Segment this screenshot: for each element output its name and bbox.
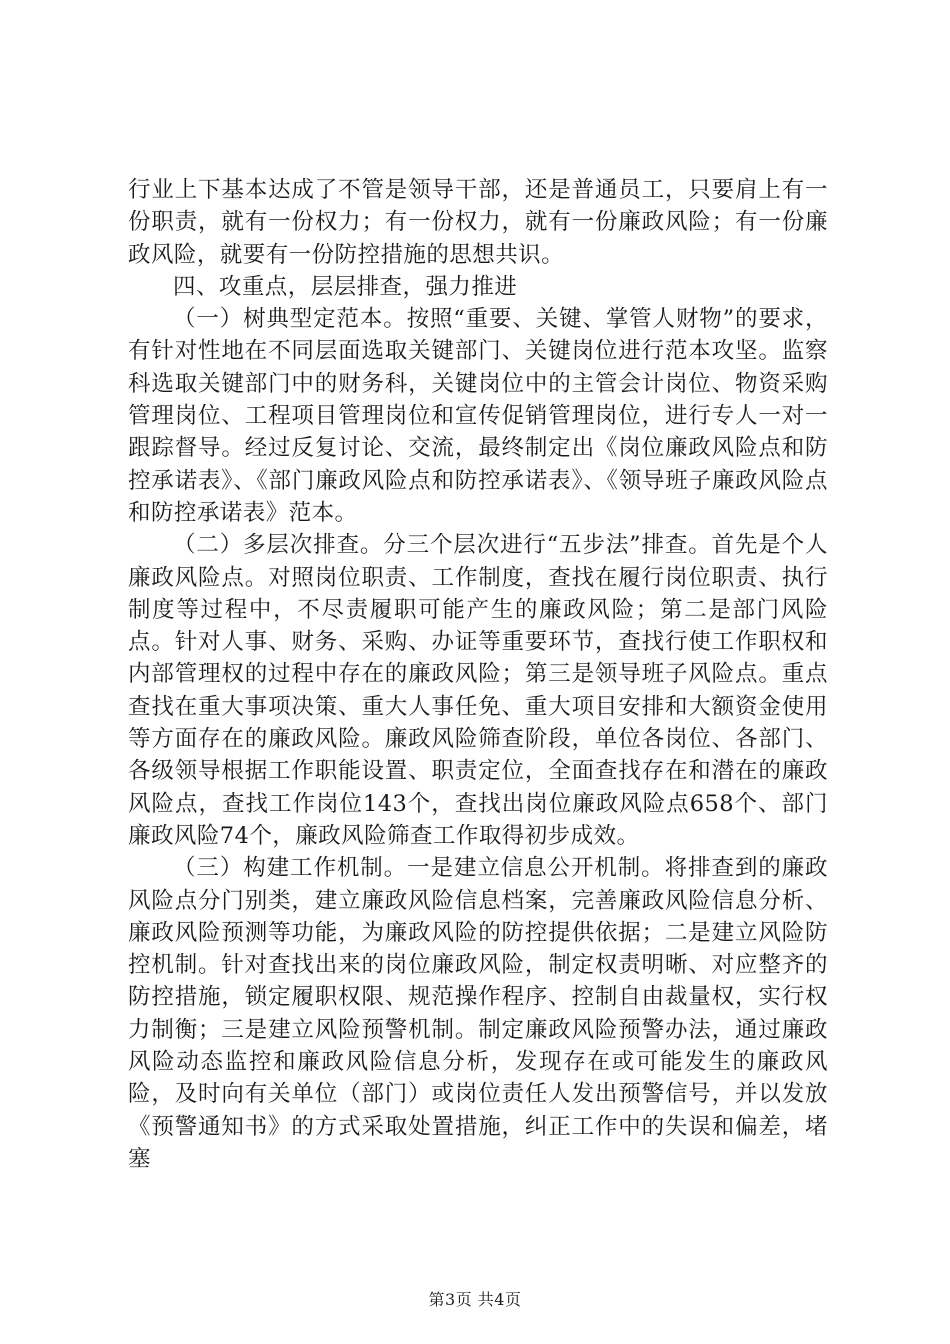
document-body (128, 174, 828, 1175)
section-heading: 四、攻重点，层层排查，强力推进 (173, 273, 518, 300)
paragraph-continuation: 行业上下基本达成了不管是领导干部，还是普通员工，只要肩上有一份职责，就有一份权力；有一份权力，就有一份廉政风险；有一份廉政风险，就要有一份防控措施的思想共识。 (128, 177, 828, 268)
paragraph-work-mechanism: （三）构建工作机制。一是建立信息公开机制。将排查到的廉政风险点分门别类，建立廉政风险信息档案，完善廉政风险信息分析、廉政风险预测等功能，为廉政风险的防控提供依据；二是建立风险防控机制。针对查找出来的岗位廉政风险，制定权责明晰、对应整齐的防控措施，锁定履职权限、规范操作程序、控制自由裁量权，实行权力制衡；三是建立风险预警机制。制定廉政风险预警办法，通过廉政风险动态监控和廉政风险信息分析，发现存在或可能发生的廉政风险，及时向有关单位（部门）或岗位责任人发出预警信号，并以发放《预警通知书》的方式采取处置措施，纠正工作中的失误和偏差，堵塞 (128, 855, 828, 1172)
paragraph-typical-template: （一）树典型定范本。按照“重要、关键、掌管人财物”的要求，有针对性地在不同层面选取关键部门、关键岗位进行范本攻坚。监察科选取关键部门中的财务科，关键岗位中的主管会计岗位、物资采购管理岗位、工程项目管理岗位和宣传促销管理岗位，进行专人一对一跟踪督导。经过反复讨论、交流，最终制定出《岗位廉政风险点和防控承诺表》、《部门廉政风险点和防控承诺表》、《领导班子廉政风险点和防控承诺表》范本。 (128, 306, 828, 526)
page-number-footer: 第3页 共4页 (428, 1290, 522, 1309)
paragraph-multilevel-check: （二）多层次排查。分三个层次进行“五步法”排查。首先是个人廉政风险点。对照岗位职责、工作制度，查找在履行岗位职责、执行制度等过程中，不尽责履职可能产生的廉政风险；第二是部门风险点。针对人事、财务、采购、办证等重要环节，查找行使工作职权和内部管理权的过程中存在的廉政风险；第三是领导班子风险点。重点查找在重大事项决策、重大人事任免、重大项目安排和大额资金使用等方面存在的廉政风险。廉政风险筛查阶段，单位各岗位、各部门、各级领导根据工作职能设置、职责定位，全面查找存在和潜在的廉政风险点，查找工作岗位143个，查找出岗位廉政风险点658个、部门廉政风险74个，廉政风险筛查工作取得初步成效。 (128, 532, 828, 849)
